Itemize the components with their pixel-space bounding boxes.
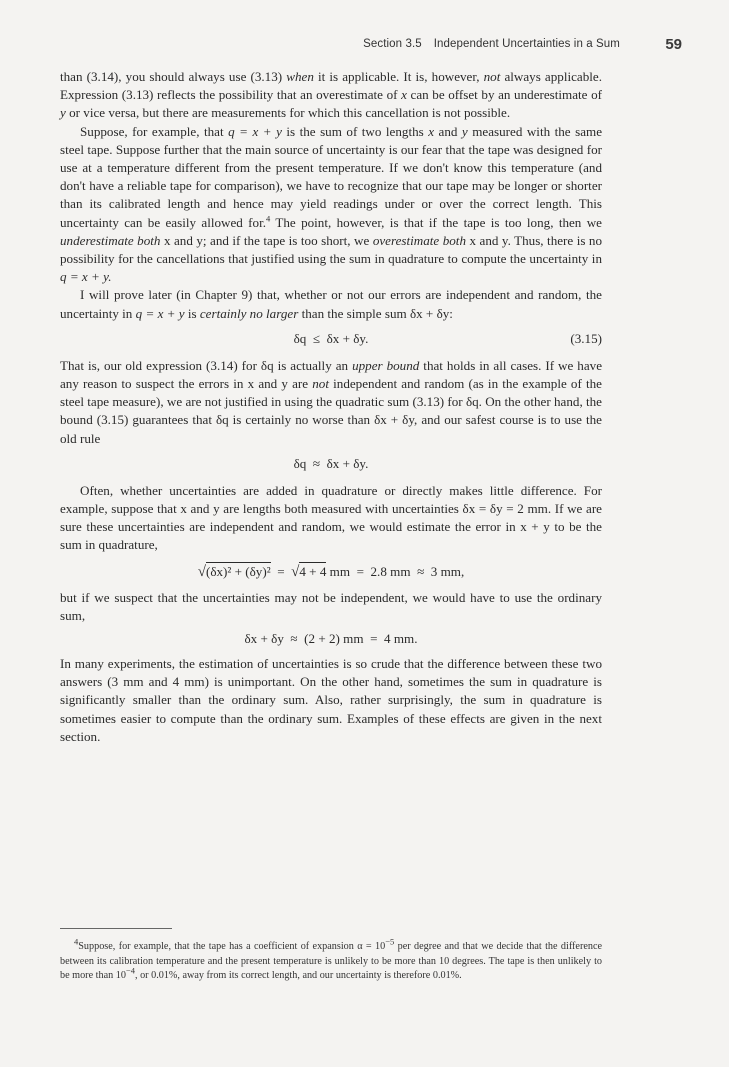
equation-old-rule: δq ≈ δx + δy.	[293, 455, 369, 471]
footnote-divider	[60, 928, 172, 929]
equation-quadrature: √(δx)² + (δy)² = √4 + 4 mm = 2.8 mm ≈ 3 mm,	[197, 563, 465, 580]
footnote-marker: 4	[74, 936, 79, 947]
equation-3-15-expression: δq ≤ δx + δy.	[293, 330, 369, 346]
section-heading	[363, 38, 620, 50]
paragraph-1: than (3.14), you should always use (3.13) when it is applicable. It is, however, not always applicable. Expression (3.13) reflects the possibility that an overestimate of x can be offset by an underestimate of y or vice versa, but there are measurements for which this cancellation is not possible.	[60, 69, 602, 121]
section-title: Independent Uncertainties in a Sum	[433, 38, 620, 50]
paragraph-2: Suppose, for example, that q = x + y is the sum of two lengths x and y measured with the same steel tape. Suppose further that the main source of uncertainty is our fear that the tape was designed for use at a temperature different from the present temperature. If we don't know this temperature (and don't have a reliable tape for comparison), we have to recognize that our tape may be longer or shorter than its calibrated length and hence may yield readings under or over the correct length. This uncertainty can be easily allowed for.$^4$ The point, however, is that if the tape is too long, then we underestimate both x and y; and if the tape is too short, we overestimate both x and y. Thus, there is no possibility for the cancellations that justified using the sum in quadrature to compute the uncertainty in q = x + y.	[60, 123, 603, 285]
paragraph-3: I will prove later (in Chapter 9) that, whether or not our errors are independent and random, the uncertainty in q = x + y is certainly no larger than the simple sum δx + δy:	[60, 287, 602, 321]
sqrt-sign: √	[197, 563, 206, 580]
running-header	[60, 36, 682, 58]
equation-ordinary-sum: δx + δy ≈ (2 + 2) mm = 4 mm.	[244, 631, 418, 647]
paragraph-7: In many experiments, the estimation of uncertainties is so crude that the difference between these two answers (3 mm and 4 mm) is unimportant. On the other hand, sometimes the sum in quadrature is significantly smaller than the ordinary sum. Also, rather surprisingly, the sum in quadrature is sometimes easier to compute than the ordinary sum. Examples of these effects are given in the next section.	[60, 656, 602, 744]
page-number: 59	[665, 36, 682, 53]
footnote-ref: 4	[266, 213, 271, 224]
paragraph-6: but if we suspect that the uncertainties may not be independent, we would have to use the ordinary sum,	[60, 589, 602, 623]
main-text	[60, 68, 602, 746]
equation-3-15	[60, 323, 602, 357]
footnote: $^4$Suppose, for example, that the tape has a coefficient of expansion $\alpha = 10^{-5}$ per degree and that we decide that the difference between its calibration temperature and the present temperature is unlikely to be more than 10 degrees. The tape is then unlikely to be more than $10^{-4}$, or 0.01%, away from its correct length, and our uncertainty is therefore 0.01%.	[60, 936, 602, 982]
equation-number: (3.15)	[570, 330, 602, 346]
section-number: Section 3.5	[363, 38, 422, 50]
paragraph-5: Often, whether uncertainties are added in quadrature or directly makes little difference. For example, suppose that x and y are lengths both measured with uncertainties δx = δy = 2 mm. If we are sure these uncertainties are independent and random, we would estimate the error in x + y to be the sum in quadrature,	[60, 482, 602, 553]
paragraph-4: That is, our old expression (3.14) for δq is actually an upper bound that holds in all cases. If we have any reason to suspect the errors in x and y are not independent and random (as in the example of the steel tape measure), we are not justified in using the quadratic sum (3.13) for δq. On the other hand, the bound (3.15) guarantees that δq is certainly no worse than δx + δy, and our safest course is to use the old rule	[60, 357, 603, 446]
radicand: (δx)² + (δy)²	[205, 563, 271, 579]
